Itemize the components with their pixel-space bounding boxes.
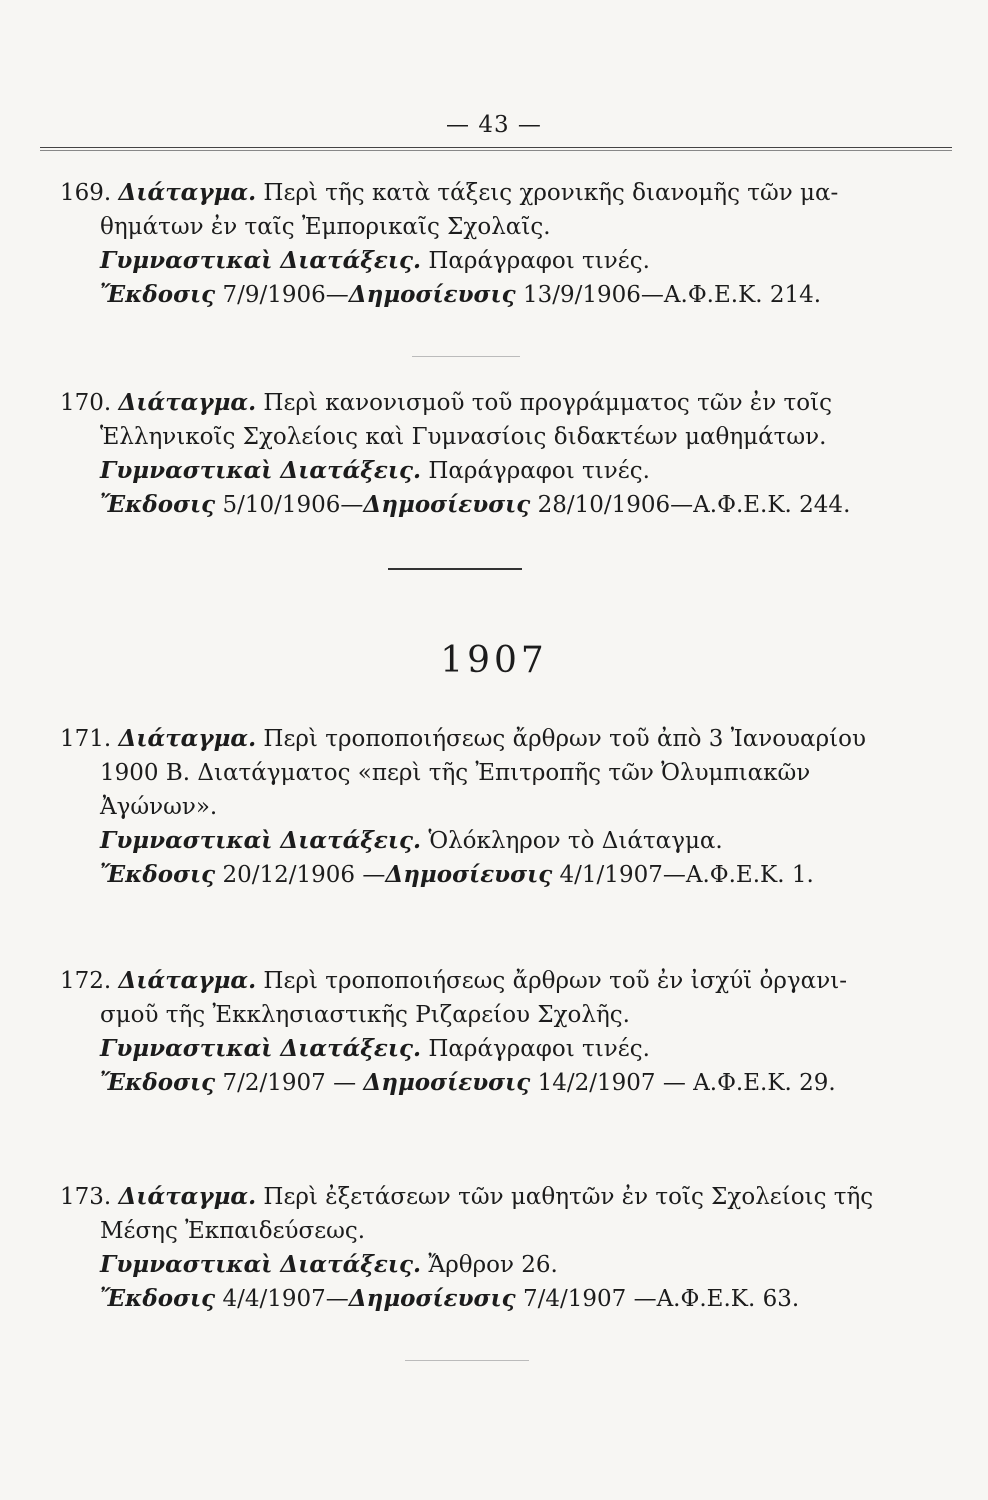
publication-date: 28/10/1906—Α.Φ.Ε.Κ. 244. [530,492,851,518]
page-number: — 43 — [446,112,542,138]
entry-line [60,454,920,488]
provisions-label: Γυμναστικαὶ Διατάξεις. [100,247,422,274]
provisions-text: Παράγραφοι τινές. [421,1036,650,1062]
issue-label: Ἔκδοσις [100,281,216,308]
entry-type: Διάταγμα. [118,967,257,994]
entry-line [60,1032,920,1066]
entry-number: 169. [60,180,112,206]
entry-171 [60,722,920,892]
publication-date: 14/2/1907 — Α.Φ.Ε.Κ. 29. [530,1070,836,1096]
issue-date: 7/9/1906— [215,282,349,308]
issue-label: Ἔκδοσις [100,861,216,888]
provisions-label: Γυμναστικαὶ Διατάξεις. [100,457,422,484]
entry-line [60,244,920,278]
entry-line: Ἀγώνων». [100,794,218,820]
provisions-label: Γυμναστικαὶ Διατάξεις. [100,1251,422,1278]
entry-173 [60,1180,920,1316]
issue-date: 5/10/1906— [215,492,364,518]
publication-label: Δημοσίευσις [348,281,516,308]
entry-line [60,1282,920,1316]
entry-line [60,1180,920,1214]
entry-line [60,278,920,312]
entry-line: Μέσης Ἐκπαιδεύσεως. [100,1218,366,1244]
entry-line [60,176,920,210]
entry-169 [60,176,920,312]
entry-line [60,386,920,420]
entry-line: θημάτων ἐν ταῖς Ἐμπορικαῖς Σχολαῖς. [100,214,551,240]
entry-type: Διάταγμα. [118,725,257,752]
entry-line [60,488,920,522]
publication-label: Δημοσίευσις [363,491,531,518]
entry-text: Περὶ κανονισμοῦ τοῦ προγράμματος τῶν ἐν τοῖς [256,390,832,416]
entry-line: 1900 Β. Διατάγματος «περὶ τῆς Ἐπιτροπῆς τῶν Ὀλυμπιακῶν [100,760,811,786]
provisions-label: Γυμναστικαὶ Διατάξεις. [100,1035,422,1062]
provisions-text: Ὁλόκληρον τὸ Διάταγμα. [421,828,723,854]
publication-label: Δημοσίευσις [385,861,553,888]
entry-line: Ἑλληνικοῖς Σχολείοις καὶ Γυμνασίοις διδακτέων μαθημάτων. [100,424,827,450]
entry-170 [60,386,920,522]
entry-text: Περὶ τροποποιήσεως ἄρθρων τοῦ ἀπὸ 3 Ἰανουαρίου [256,726,866,752]
issue-date: 7/2/1907 — [215,1070,364,1096]
entry-number: 173. [60,1184,112,1210]
publication-label: Δημοσίευσις [363,1069,531,1096]
issue-date: 20/12/1906 — [215,862,386,888]
header-rule [40,147,952,151]
separator-rule [405,1360,529,1361]
year-heading: 1907 [440,640,548,681]
entry-line [60,824,920,858]
publication-date: 7/4/1907 —Α.Φ.Ε.Κ. 63. [515,1286,800,1312]
provisions-text: Ἄρθρον 26. [421,1252,558,1278]
provisions-text: Παράγραφοι τινές. [421,458,650,484]
entry-type: Διάταγμα. [118,179,257,206]
entry-type: Διάταγμα. [118,1183,257,1210]
issue-label: Ἔκδοσις [100,1069,216,1096]
entry-text: Περὶ τροποποιήσεως ἄρθρων τοῦ ἐν ἰσχύϊ ὀργανι- [256,968,847,994]
entry-text: Περὶ τῆς κατὰ τάξεις χρονικῆς διανομῆς τῶν μα- [256,180,839,206]
entry-line [60,1066,920,1100]
issue-label: Ἔκδοσις [100,491,216,518]
publication-label: Δημοσίευσις [348,1285,516,1312]
provisions-text: Παράγραφοι τινές. [421,248,650,274]
entry-line [60,964,920,998]
publication-date: 13/9/1906—Α.Φ.Ε.Κ. 214. [515,282,822,308]
section-rule [388,568,522,570]
entry-line [60,1248,920,1282]
entry-type: Διάταγμα. [118,389,257,416]
provisions-label: Γυμναστικαὶ Διατάξεις. [100,827,422,854]
entry-text: Περὶ ἐξετάσεων τῶν μαθητῶν ἐν τοῖς Σχολείοις τῆς [256,1184,874,1210]
publication-date: 4/1/1907—Α.Φ.Ε.Κ. 1. [552,862,814,888]
entry-number: 171. [60,726,112,752]
entry-172 [60,964,920,1100]
entry-number: 172. [60,968,112,994]
issue-label: Ἔκδοσις [100,1285,216,1312]
entry-number: 170. [60,390,112,416]
entry-line [60,858,920,892]
entry-line [60,722,920,756]
entry-line: σμοῦ τῆς Ἐκκλησιαστικῆς Ριζαρείου Σχολῆς. [100,1002,630,1028]
issue-date: 4/4/1907— [215,1286,349,1312]
separator-rule [412,356,520,357]
